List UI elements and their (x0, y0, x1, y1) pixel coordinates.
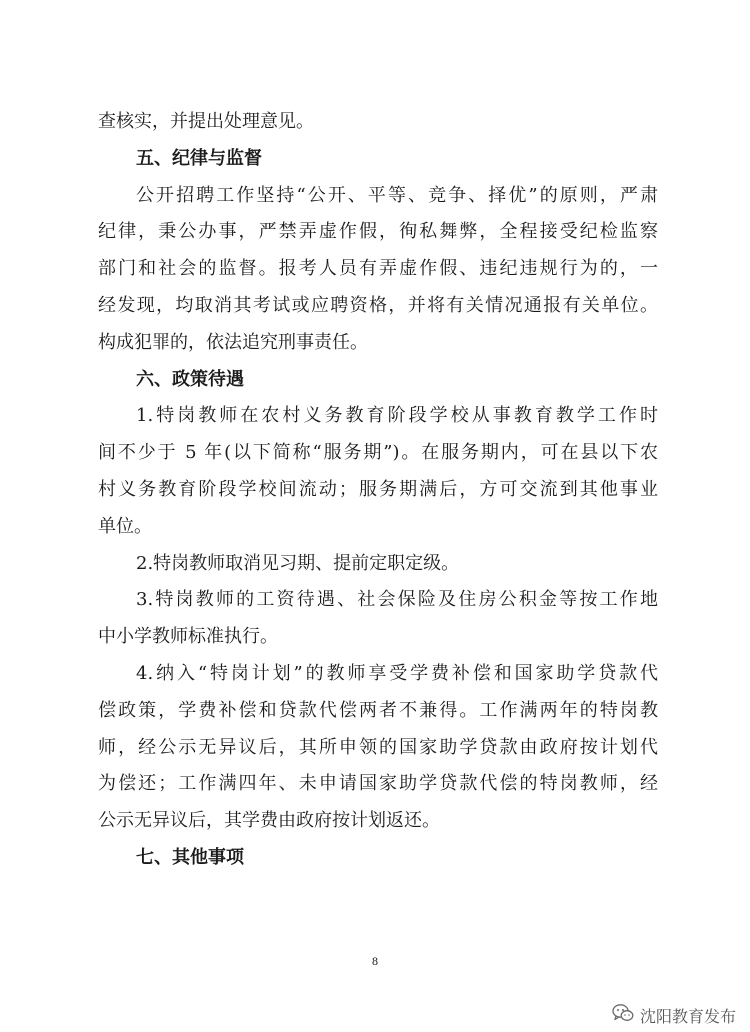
paragraph-line: 4.纳入“特岗计划”的教师享受学费补偿和国家助学贷款代 (136, 662, 658, 684)
paragraph-line: 师，经公示无异议后，其所申领的国家助学贷款由政府按计划代 (98, 736, 658, 758)
paragraph-line: 查核实，并提出处理意见。 (98, 111, 314, 132)
paragraph-line: 村义务教育阶段学校间流动；服务期满后，方可交流到其他事业 (98, 478, 658, 500)
paragraph-line: 1.特岗教师在农村义务教育阶段学校从事教育教学工作时 (136, 405, 658, 427)
paragraph-line: 中小学教师标准执行。 (98, 626, 278, 648)
paragraph-line: 偿政策，学费补偿和贷款代偿两者不兼得。工作满两年的特岗教 (98, 699, 658, 721)
watermark-text: 沈阳教育发布 (639, 1006, 736, 1026)
paragraph-line: 公示无异议后，其学费由政府按计划返还。 (98, 810, 440, 832)
paragraph-line: 纪律，秉公办事，严禁弄虚作假，徇私舞弊，全程接受纪检监察 (98, 221, 658, 243)
paragraph-line: 单位。 (98, 515, 152, 537)
paragraph-line: 间不少于 5 年(以下简称“服务期”)。在服务期内，可在县以下农 (98, 442, 658, 464)
paragraph-line: 公开招聘工作坚持“公开、平等、竞争、择优”的原则，严肃 (136, 184, 658, 206)
paragraph-line: 经发现，均取消其考试或应聘资格，并将有关情况通报有关单位。 (98, 294, 658, 316)
paragraph-line: 2.特岗教师取消见习期、提前定职定级。 (136, 552, 460, 574)
watermark (612, 1004, 736, 1026)
paragraph-line: 构成犯罪的，依法追究刑事责任。 (98, 331, 368, 353)
section-heading: 五、纪律与监督 (136, 147, 262, 169)
section-heading: 六、政策待遇 (136, 368, 244, 390)
paragraph-line: 3.特岗教师的工资待遇、社会保险及住房公积金等按工作地 (136, 589, 658, 611)
page-number: 8 (372, 954, 378, 968)
paragraph-line: 为偿还；工作满四年、未申请国家助学贷款代偿的特岗教师，经 (98, 773, 658, 795)
body-text (98, 104, 658, 877)
wechat-icon (612, 1003, 634, 1027)
section-heading: 七、其他事项 (136, 846, 244, 868)
paragraph-line: 部门和社会的监督。报考人员有弄虚作假、违纪违规行为的，一 (98, 258, 658, 280)
